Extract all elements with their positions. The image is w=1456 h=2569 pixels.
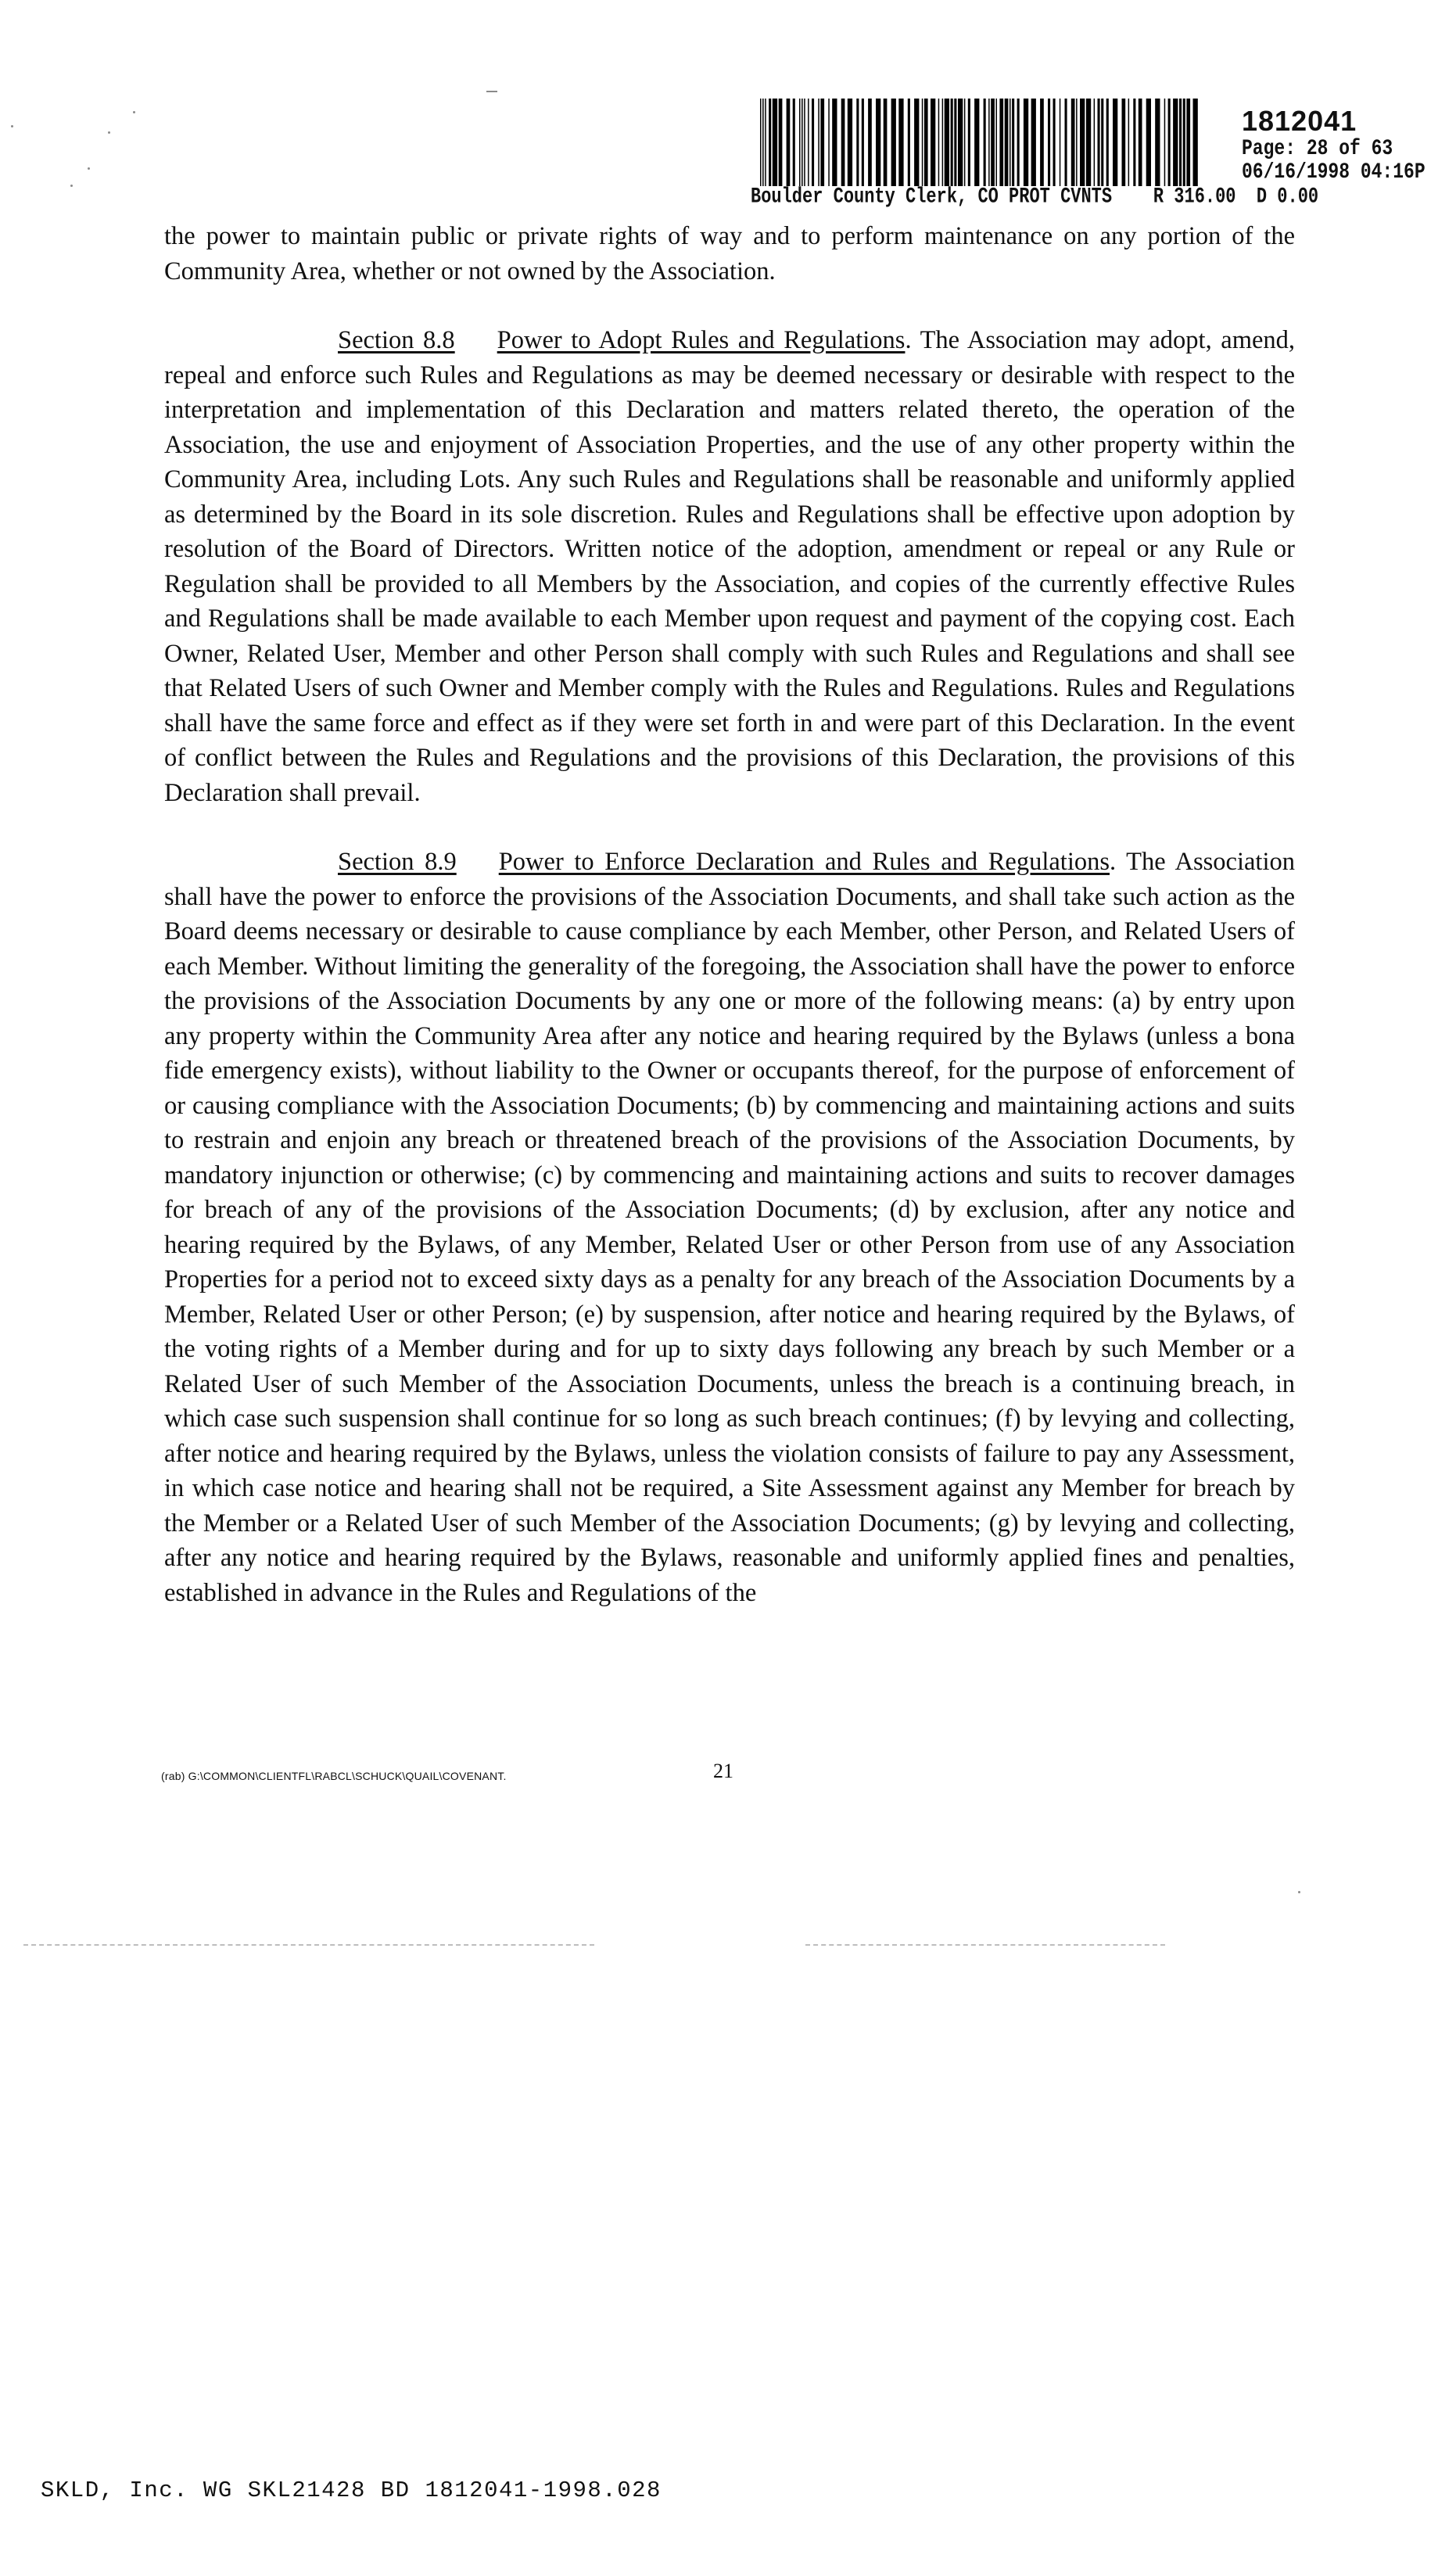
scan-speck [133,111,135,113]
intro-paragraph: the power to maintain public or private rights of way and to perform maintenance on any portion of the Community Area, whether or not owned by the Association. [164,222,1295,285]
reception-number: 1812041 [1242,105,1357,137]
scan-speck [486,91,497,92]
clerk-line: Boulder County Clerk, CO PROT CVNTS R 316.00 D 0.00 [751,185,1319,210]
section-number: Section 8.9 [338,848,457,876]
scan-artifact-line [805,1944,1165,1946]
document-body [164,219,1295,1610]
recording-date: 06/16/1998 04:16P [1242,160,1426,185]
scan-speck [108,131,110,134]
scan-artifact-line [23,1944,594,1946]
scan-speck [1298,1891,1300,1893]
section-title: Power to Enforce Declaration and Rules and Regulations [498,848,1110,876]
skld-stamp: SKLD, Inc. WG SKL21428 BD 1812041-1998.028 [41,2478,662,2503]
section-number: Section 8.8 [338,326,455,354]
file-path: (rab) G:\COMMON\CLIENTFL\RABCL\SCHUCK\QUAIL\COVENANT. [161,1770,507,1782]
section-8-9 [164,845,1295,1610]
section-text: . The Association may adopt, amend, repeal and enforce such Rules and Regulations as may be deemed necessary or desirable with respect to the interpretation and implementation of this Declaration and matters related thereto, the operation of the Association, the use and enjoyment of Association Properties, and the use of any other property within the Community Area, including Lots. Any such Rules and Regulations shall be reasonable and uniformly applied as determined by the Board in its sole discretion. Rules and Regulations shall be effective upon adoption by resolution of the Board of Directors. Written notice of the adoption, amendment or repeal or any Rule or Regulation shall be provided to all Members by the Association, and copies of the currently effective Rules and Regulations shall be made available to each Member upon request and payment of the copying cost. Each Owner, Related User, Member and other Person shall comply with such Rules and Regulations and shall see that Related Users of such Owner and Member comply with the Rules and Regulations. Rules and Regulations shall have the same force and effect as if they were set forth in and were part of this Declaration. In the event of conflict between the Rules and Regulations and the provisions of this Declaration, the provisions of this Declaration shall prevail. [164,326,1296,807]
section-8-8 [164,323,1295,810]
barcode [757,99,1203,186]
scan-speck [70,185,73,187]
page-number: 21 [713,1760,733,1782]
scan-speck [11,125,13,127]
page-info: Page: 28 of 63 [1242,136,1393,161]
section-title: Power to Adopt Rules and Regulations [497,326,906,354]
scan-speck [88,167,90,170]
section-text: . The Association shall have the power to enforce the provisions of the Association Documents, and shall take such action as the Board deems necessary or desirable to cause compliance by each Member, other Person, and Related Users of each Member. Without limiting the generality of the foregoing, the Association shall have the power to enforce the provisions of the Association Documents by any one or more of the following means: (a) by entry upon any property within the Community Area after any notice and hearing required by the Bylaws (unless a bona fide emergency exists), without liability to the Owner or occupants thereof, for the purpose of enforcement of or causing compliance with the Association Documents; (b) by commencing and maintaining actions and suits to restrain and enjoin any breach or threatened breach of the provisions of the Association Documents, by mandatory injunction or otherwise; (c) by commencing and maintaining actions and suits to recover damages for breach of any of the provisions of the Association Documents; (d) by exclusion, after any notice and hearing required by the Bylaws, of any Member, Related User or other Person from use of any Association Properties for a period not to exceed sixty days as a penalty for any breach of the Association Documents by a Member, Related User or other Person; (e) by suspension, after notice and hearing required by the Bylaws, of the voting rights of a Member during and for up to sixty days following any breach by such Member or a Related User of such Member of the Association Documents, unless the breach is a continuing breach, in which case such suspension shall continue for so long as such breach continues; (f) by levying and collecting, after notice and hearing required by the Bylaws, unless the violation consists of failure to pay any Assessment, in which case notice and hearing shall not be required, a Site Assessment against any Member for breach by the Member or a Related User of such Member of the Association Documents; (g) by levying and collecting, after any notice and hearing required by the Bylaws, reasonable and uniformly applied fines and penalties, established in advance in the Rules and Regulations of the [164,848,1295,1607]
